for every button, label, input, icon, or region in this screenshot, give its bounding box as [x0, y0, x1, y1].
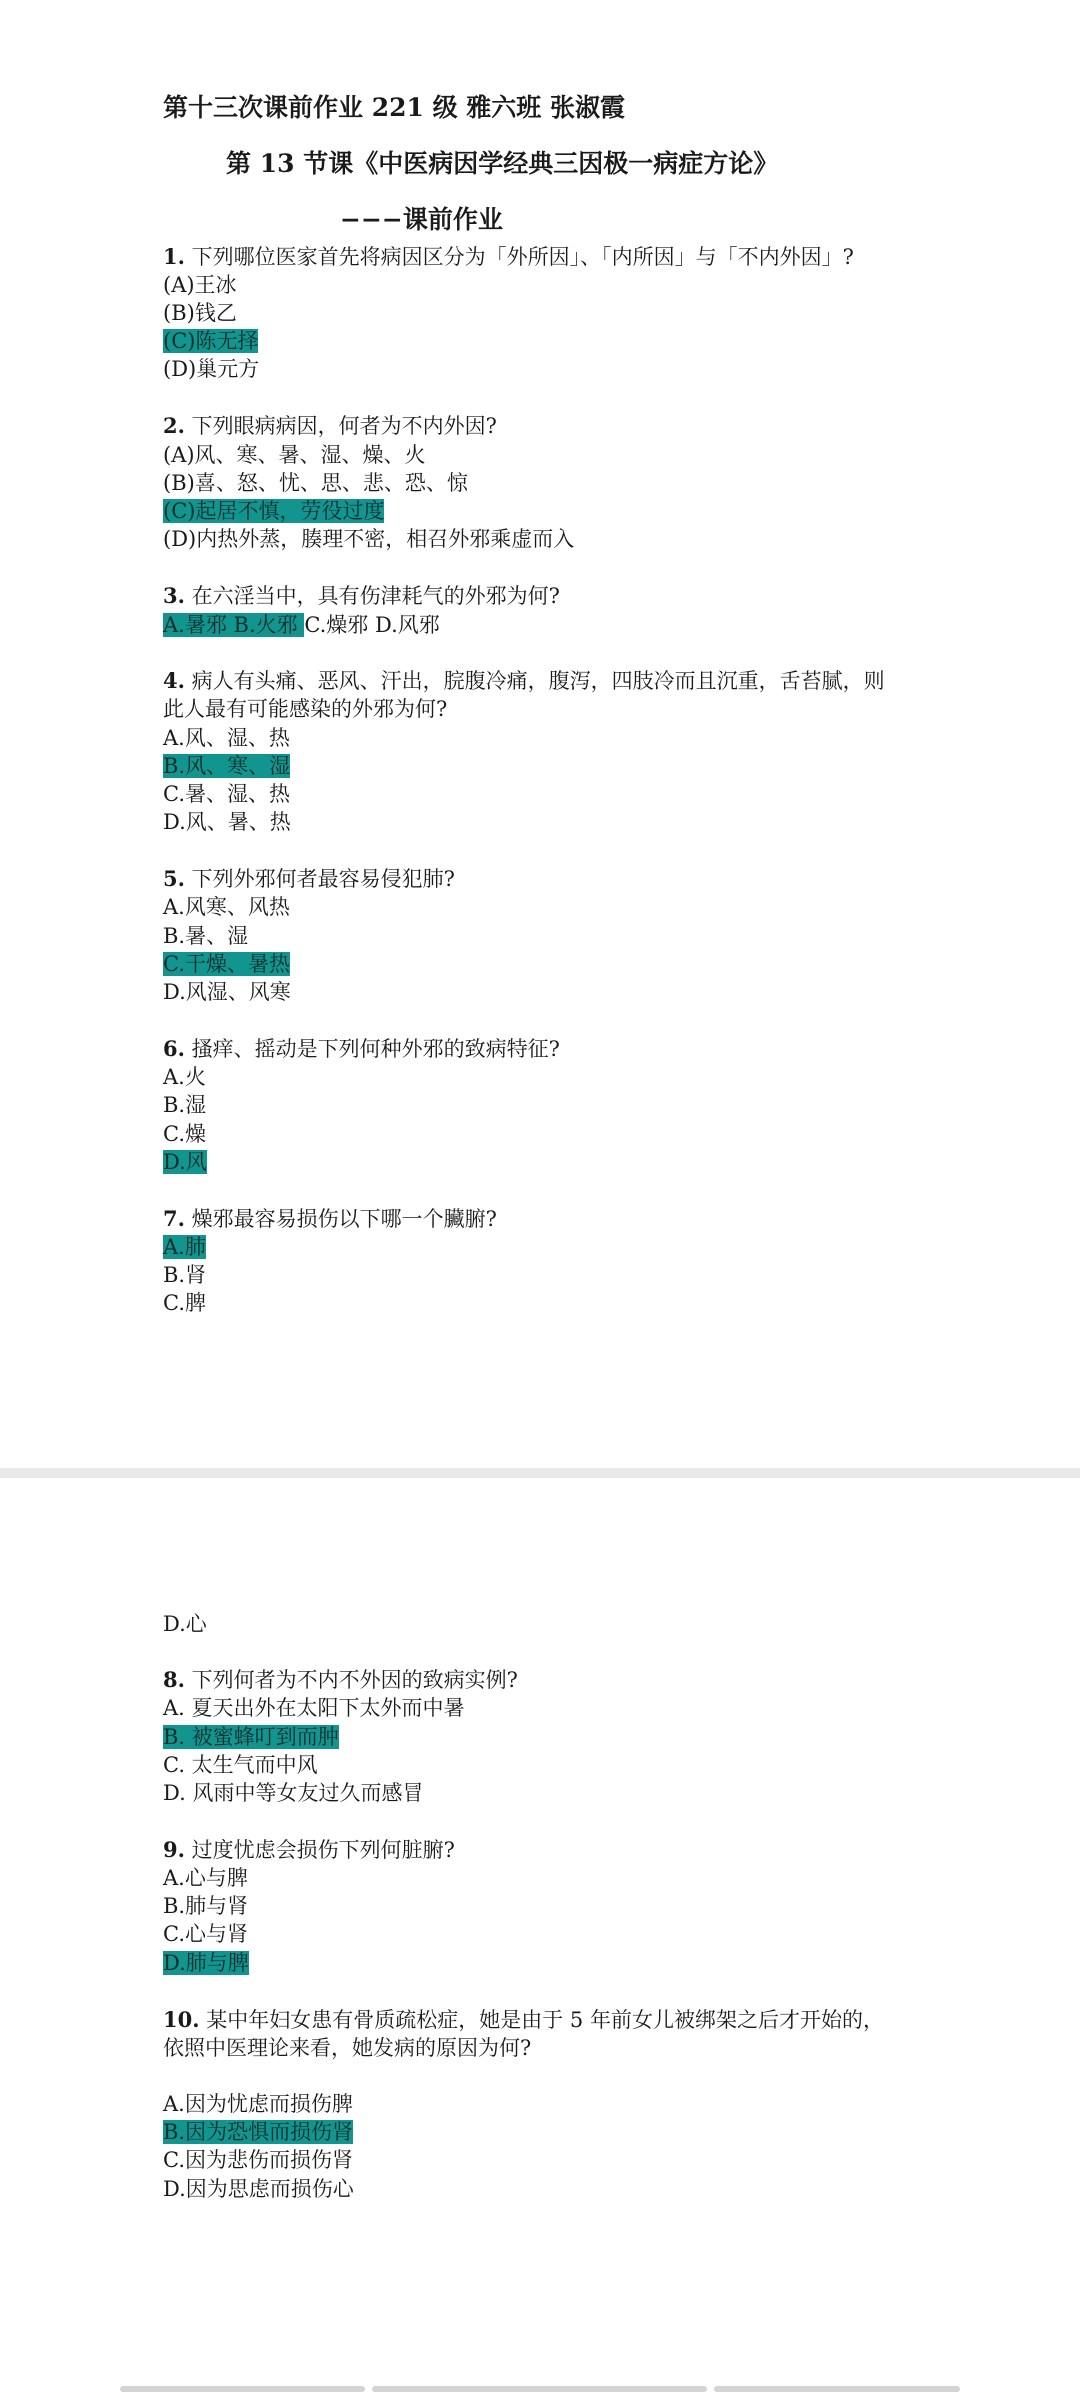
question-text: 燥邪最容易损伤以下哪一个臟腑?: [191, 1207, 497, 1231]
question-8: [163, 1666, 518, 1694]
answer-highlight: D.风: [163, 1150, 207, 1174]
page-thumbnail-bar-1[interactable]: [120, 2386, 365, 2392]
option-a-answer: [163, 1233, 206, 1261]
option-b: B.肾: [163, 1263, 207, 1287]
question-number: 8.: [163, 1667, 185, 1692]
answer-highlight: B.风、寒、湿: [163, 754, 291, 778]
option-b-answer: [163, 752, 290, 780]
option-a: A.因为忧虑而损伤脾: [163, 2092, 353, 2116]
option-c: C.燥: [163, 1122, 206, 1146]
option-d: D.风湿、风寒: [163, 980, 291, 1004]
question-3: [163, 582, 560, 610]
option-c: C.暑、湿、热: [163, 782, 290, 806]
question-number: 3.: [163, 583, 185, 608]
question-number: 10.: [163, 2007, 200, 2032]
question-number: 2.: [163, 413, 185, 438]
answer-highlight: A.暑邪 B.火邪: [163, 613, 305, 637]
lesson-subtitle: −−−课前作业: [340, 205, 503, 234]
option-b-answer: [163, 1723, 339, 1751]
question-number: 4.: [163, 668, 185, 693]
option-c: C.因为悲伤而损伤肾: [163, 2148, 353, 2172]
page-thumbnail-bar-2[interactable]: [372, 2386, 707, 2392]
option-a: A.风、湿、热: [163, 726, 290, 750]
page-thumbnail-bar-3[interactable]: [714, 2386, 960, 2392]
options-row: [163, 611, 440, 639]
answer-highlight: A.肺: [163, 1235, 206, 1259]
answer-highlight: (C)陈无择: [163, 329, 259, 353]
question-number: 1.: [163, 244, 185, 269]
question-9: [163, 1836, 455, 1864]
question-text: 在六淫当中，具有伤津耗气的外邪为何?: [191, 584, 560, 608]
option-c-answer: [163, 950, 290, 978]
question-text: 搔痒、摇动是下列何种外邪的致病特征?: [191, 1037, 560, 1061]
option-d: D.心: [163, 1612, 207, 1636]
question-text: 某中年妇女患有骨质疏松症，她是由于 5 年前女儿被绑架之后才开始的，: [206, 2008, 884, 2032]
option-b: (B)钱乙: [163, 301, 237, 325]
option-d-answer: [163, 1949, 249, 1977]
question-number: 7.: [163, 1206, 185, 1231]
option-b: B.暑、湿: [163, 924, 249, 948]
answer-highlight: (C)起居不慎，劳役过度: [163, 499, 385, 523]
answer-highlight: D.肺与脾: [163, 1951, 249, 1975]
option-c: C.心与肾: [163, 1922, 248, 1946]
option-a: A.心与脾: [163, 1866, 248, 1890]
question-text: 病人有头痛、恶风、汗出，脘腹冷痛，腹泻，四肢冷而且沉重，舌苔腻，则: [191, 669, 885, 693]
option-a: A.风寒、风热: [163, 895, 290, 919]
option-c-d: C.燥邪 D.风邪: [304, 613, 440, 637]
option-a: (A)王冰: [163, 273, 237, 297]
option-d: (D)内热外蒸，腠理不密，相召外邪乘虚而入: [163, 527, 575, 551]
question-text-cont: 依照中医理论来看，她发病的原因为何?: [163, 2036, 532, 2060]
option-d: (D)巢元方: [163, 357, 260, 381]
option-d: D.因为思虑而损伤心: [163, 2177, 354, 2201]
question-2: [163, 412, 497, 440]
question-7: [163, 1205, 497, 1233]
question-5: [163, 865, 455, 893]
question-text: 下列外邪何者最容易侵犯肺?: [191, 867, 455, 891]
option-c: C. 太生气而中风: [163, 1753, 318, 1777]
question-text: 下列眼病病因，何者为不内外因?: [191, 414, 497, 438]
lesson-title: 第 13 节课《中医病因学经典三因极一病症方论》: [226, 149, 779, 178]
document-page-2: [0, 1478, 1080, 2400]
page-separator: [0, 1468, 1080, 1478]
answer-highlight: B. 被蜜蜂叮到而肿: [163, 1725, 339, 1749]
question-number: 9.: [163, 1837, 185, 1862]
option-d-answer: [163, 1148, 207, 1176]
question-text: 过度忧虑会损伤下列何脏腑?: [191, 1838, 455, 1862]
answer-highlight: C.干燥、暑热: [163, 952, 290, 976]
option-a: A. 夏天出外在太阳下太外而中暑: [163, 1696, 465, 1720]
option-b: B.肺与肾: [163, 1894, 249, 1918]
homework-header: 第十三次课前作业 221 级 雅六班 张淑霞: [163, 93, 626, 122]
option-a: (A)风、寒、暑、湿、燥、火: [163, 443, 426, 467]
question-4: [163, 667, 885, 695]
option-b: (B)喜、怒、忧、思、悲、恐、惊: [163, 471, 468, 495]
question-6: [163, 1035, 560, 1063]
question-1: [163, 243, 854, 271]
option-d: D.风、暑、热: [163, 810, 291, 834]
option-c: C.脾: [163, 1291, 206, 1315]
question-number: 5.: [163, 866, 185, 891]
question-text-cont: 此人最有可能感染的外邪为何?: [163, 697, 448, 721]
question-number: 6.: [163, 1036, 185, 1061]
option-a: A.火: [163, 1065, 206, 1089]
answer-highlight: B.因为恐惧而损伤肾: [163, 2120, 354, 2144]
option-d: D. 风雨中等女友过久而感冒: [163, 1781, 424, 1805]
option-b-answer: [163, 2118, 353, 2146]
option-c-answer: [163, 327, 258, 355]
question-text: 下列哪位医家首先将病因区分为「外所因」、「内所因」与「不内外因」?: [191, 245, 854, 269]
question-text: 下列何者为不内不外因的致病实例?: [191, 1668, 518, 1692]
option-c-answer: [163, 497, 384, 525]
question-10: [163, 2006, 884, 2034]
option-b: B.湿: [163, 1093, 207, 1117]
